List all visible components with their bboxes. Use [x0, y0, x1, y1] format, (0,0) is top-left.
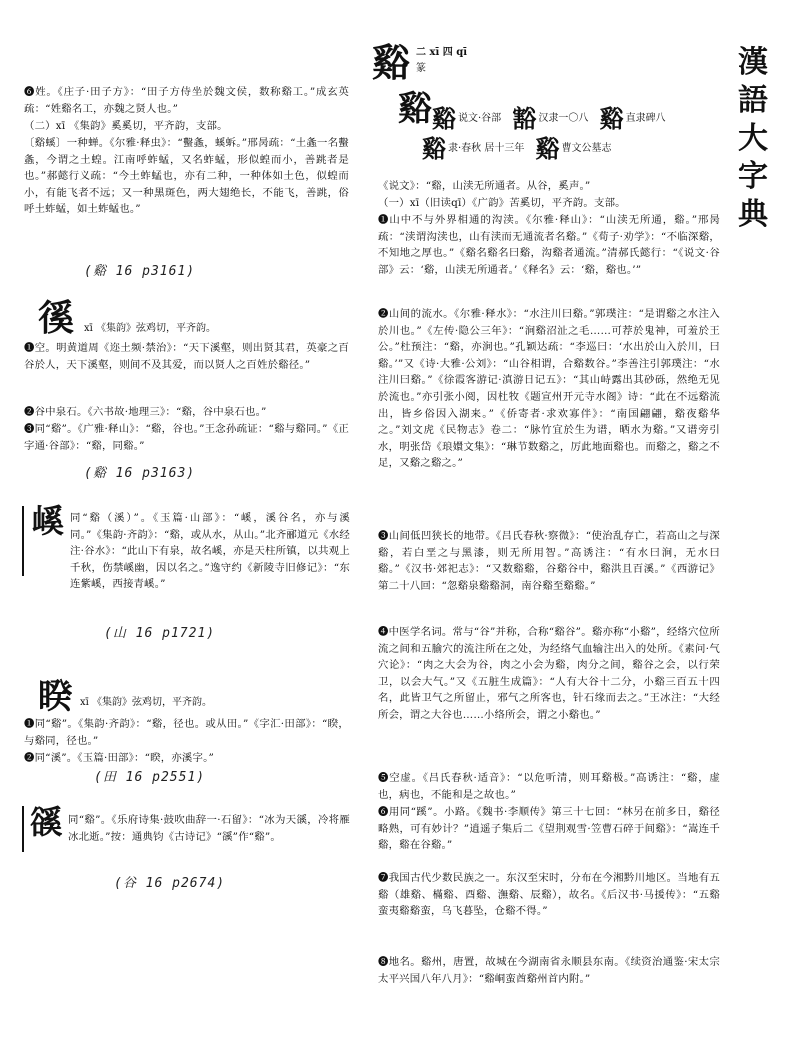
entry-rule: [22, 806, 24, 852]
entry-paragraph: ❺空虚。《吕氏春秋·适音》：“以危听清，则耳谿极。”高诱注：“谿，虚也，病也，不能和是之故也。”: [378, 772, 720, 801]
entry-paragraph: ❶同“谿”。《集韵·齐韵》：“谿，径也。或从田。”《字汇·田部》：“睽，与谿同，径也。”: [24, 718, 349, 747]
handwritten-note: (谿 16 p3163): [84, 466, 196, 481]
entry-paragraph: 《说文》：“谿，山渎无所通者。从谷，奚声。”: [378, 180, 591, 192]
variant-source: 说文·谷部: [458, 113, 502, 124]
entry-paragraph: ❻姓。《庄子·田子方》：“田子方侍坐於魏文侯，数称谿工。”成玄英疏：“姓谿名工，亦魏之贤人也。”: [24, 86, 349, 115]
title-char-3: 大: [738, 121, 768, 156]
headword-reading: xī 《集韵》弦鸡切，平齐韵。: [80, 697, 213, 708]
variant-glyph: 豁: [512, 104, 537, 133]
variant-source: 直隶碑八: [625, 113, 666, 124]
headword-xi: 徯: [38, 297, 75, 339]
entry-paragraph: 同“谿”。《乐府诗集·鼓吹曲辞一·石留》：“冰为天豀，冷将雁冰北逝。”按：通典钧《古诗记》“豀”作“谿”。: [68, 814, 350, 843]
variant-forms-row: [422, 134, 722, 163]
variant-glyph: 谿: [599, 104, 624, 133]
entry-reading: （二）xī 《集韵》奚奚切，平齐韵，支部。: [24, 120, 228, 132]
handwritten-note: (谿 16 p3161): [84, 264, 196, 279]
headword-reading: xī 《集韵》弦鸡切，平齐韵。: [84, 323, 217, 334]
variant-source: 曹文公墓志: [561, 143, 612, 154]
headword-xi-valley: 豀: [30, 803, 63, 841]
variant-glyph: 谿: [422, 134, 446, 163]
headword-pinyin: 二 xī 四 qī: [416, 47, 467, 58]
title-char-5: 典: [738, 197, 768, 232]
entry-paragraph: ❷谷中泉石。《六书故·地理三》：“谿，谷中泉石也。”: [24, 406, 267, 418]
headword-xi-mountain: 嵠: [32, 502, 65, 540]
entry-rule: [22, 506, 24, 576]
title-char-4: 字: [738, 159, 768, 194]
handwritten-note: (山 16 p1721): [104, 626, 216, 641]
entry-paragraph: ❷山间的流水。《尔雅·释水》：“水注川曰谿。”郭璞注：“是谓谿之水注入於川也。”《左传·隐公三年》：“涧谿沼沚之毛……可荐於鬼神，可羞於王公。”杜预注：“谿，亦涧也。”孔颖达疏：“李巡曰：‘水出於山入於川，曰谿。’”又《诗·大雅·公刘》：“山谷相谓，合谿数谷。”李善注引郭璞注：“水注川曰谿。”《徐霞客游记·滇游日记五》：“其山峙露出其砂砾，然绝无见於流也。”亦引张小阅，因杜牧《题宣州开元寺水阁》诗：“此在不远谿流出，皆乡俗因入湖来。”《侨寄者·求欢寡伴》：“南国翩翩，谿夜谿华之。”刘文虎《民物志》卷二：“脉竹宜於生为谱，晒水为谿。”又谱旁引水，明张岱《琅嬛文集》：“琳节数谿之，厉此地面谿也。而谿之，谿之不足，又谿之谿之。”: [378, 308, 720, 470]
entry-paragraph: ❻用同“蹊”。小路。《魏书·李顺传》第三十七回：“林另在前多日，谿径略熟，可有妙计？”逍遥子集后二《望荆观雪·笠曹石碎于间谿》：“嵩连千谿，谿在谷谿。”: [378, 806, 720, 852]
dictionary-title: [738, 44, 768, 234]
entry-paragraph: ❹中医学名词。常与“谷”并称，合称“谿谷”。谿亦称“小谿”，经络穴位所流之间和五腧穴的流注所在之处，为经络气血输注出入的处所。《素问·气穴论》：“肉之大会为谷，肉之小会为谿，肉分之间，谿谷之会，以行荣卫，以会大气。”又《五脏生成篇》：“人有大谷十二分，小谿三百五十四名，此皆卫气之所留止，邪气之所客也，针石缘而去之。”王冰注：“大经所会，谓之大谷也……小络所会，谓之小谿也。”: [378, 626, 720, 721]
entry-paragraph: 〔谿螇〕一种蝉。《尔雅·释虫》：“蟿螽，螇蚸。”邢昺疏：“土螽一名蟿螽，今谓之土蝗。江南呼蚱蜢，又名蚱蜢，形似蝗而小，善跳者是也。”郝懿行义疏：“今土蚱蜢也，亦有二种，一种体如土色，似蝗而小，有能飞者不远；又一种黑斑色，两大翅绝长，不能飞，善跳，俗呼土蚱蜢，如土蚱蜢也。”: [24, 137, 349, 216]
entry-paragraph: ❶山中不与外界相通的沟渎。《尔雅·释山》：“山渎无所通，谿。”邢昺疏：“渎谓沟渎也，山有渎而无通流者名谿。”《荀子·劝学》：“不临深谿，不知地之厚也。”《谿名谿名曰谿，沟谿者通流。”清郝氏懿行：“《说文·谷部》云：‘谿，山渎无所通者。’《释名》云：‘谿，谿也。’”: [378, 214, 720, 276]
entry-paragraph: ❼我国古代少数民族之一。东汉至宋时，分布在今湘黔川地区。当地有五谿（雄谿、樠谿、酉谿、潕谿、辰谿），故名。《后汉书·马援传》：“五谿蛮夷谿谿蛮，乌飞暮坠，仓谿不得。”: [378, 872, 720, 918]
handwritten-note: (谷 16 p2674): [114, 876, 226, 891]
headword-xi-field: 睽: [38, 677, 72, 717]
variant-glyph: 谿: [432, 104, 456, 133]
headword-script: 篆: [416, 63, 426, 74]
title-char-2: 語: [738, 83, 768, 118]
entry-paragraph: 同“谿（溪）”。《玉篇·山部》：“嵠，溪谷名，亦与溪同。”《集韵·齐韵》：“谿，或从水，从山。”北齐郦道元《水经注·谷水》：“此山下有泉，故名嵠，亦是天柱所镇，以共观上千秋，伤禁嵠幽，因以名之。”逸守约《新陵寺旧修记》：“东连紫嵠，西接青嵠。”: [70, 512, 350, 591]
entry-paragraph: ❽地名。谿州，唐置，故城在今湖南省永顺县东南。《续资治通鉴·宋太宗太平兴国八年八月》：“谿峒蛮酋谿州首内附。”: [378, 956, 720, 985]
title-char-1: 漢: [738, 45, 768, 80]
handwritten-note: (田 16 p2551): [94, 770, 206, 785]
main-headword: 谿: [372, 40, 411, 85]
entry-paragraph: ❶空。明黄道周《迩土频·禁治》：“天下溪壑，则出贤其君，英豪之百谷於人，天下溪壑，则间不及其爱，而以贤人之百姓於谿径。”: [24, 342, 349, 371]
entry-paragraph: ❸同“谿”。《广雅·释山》：“谿，谷也。”王念孙疏证：“谿与谿同。”《正字通·谷部》：“谿，同谿。”: [24, 423, 349, 452]
entry-reading: （一）xī（旧读qī）《广韵》苦奚切，平齐韵。支部。: [378, 197, 626, 209]
entry-paragraph: ❷同“溪”。《玉篇·田部》：“睽，亦溪字。”: [24, 752, 214, 764]
variant-source: 汉隶一〇八: [538, 113, 589, 124]
entry-paragraph: ❸山间低凹狭长的地带。《吕氏春秋·察微》：“使治乱存亡，若高山之与深谿，若白垩之与黑漆，则无所用智。”高诱注：“有水曰涧，无水曰谿。”《汉书·郊祀志》：“又数谿谿，谷谿谷中，谿洪且百溪。”《西游记》第二十八回：“忽谿泉谿谿洞，南谷谿至谿谿。”: [378, 530, 720, 592]
variant-glyph: 谿: [535, 134, 560, 163]
variant-source: 隶·春秋 居十三年: [448, 143, 525, 154]
seal-script-form: 谿: [398, 89, 432, 129]
variant-forms-row: [432, 104, 732, 133]
